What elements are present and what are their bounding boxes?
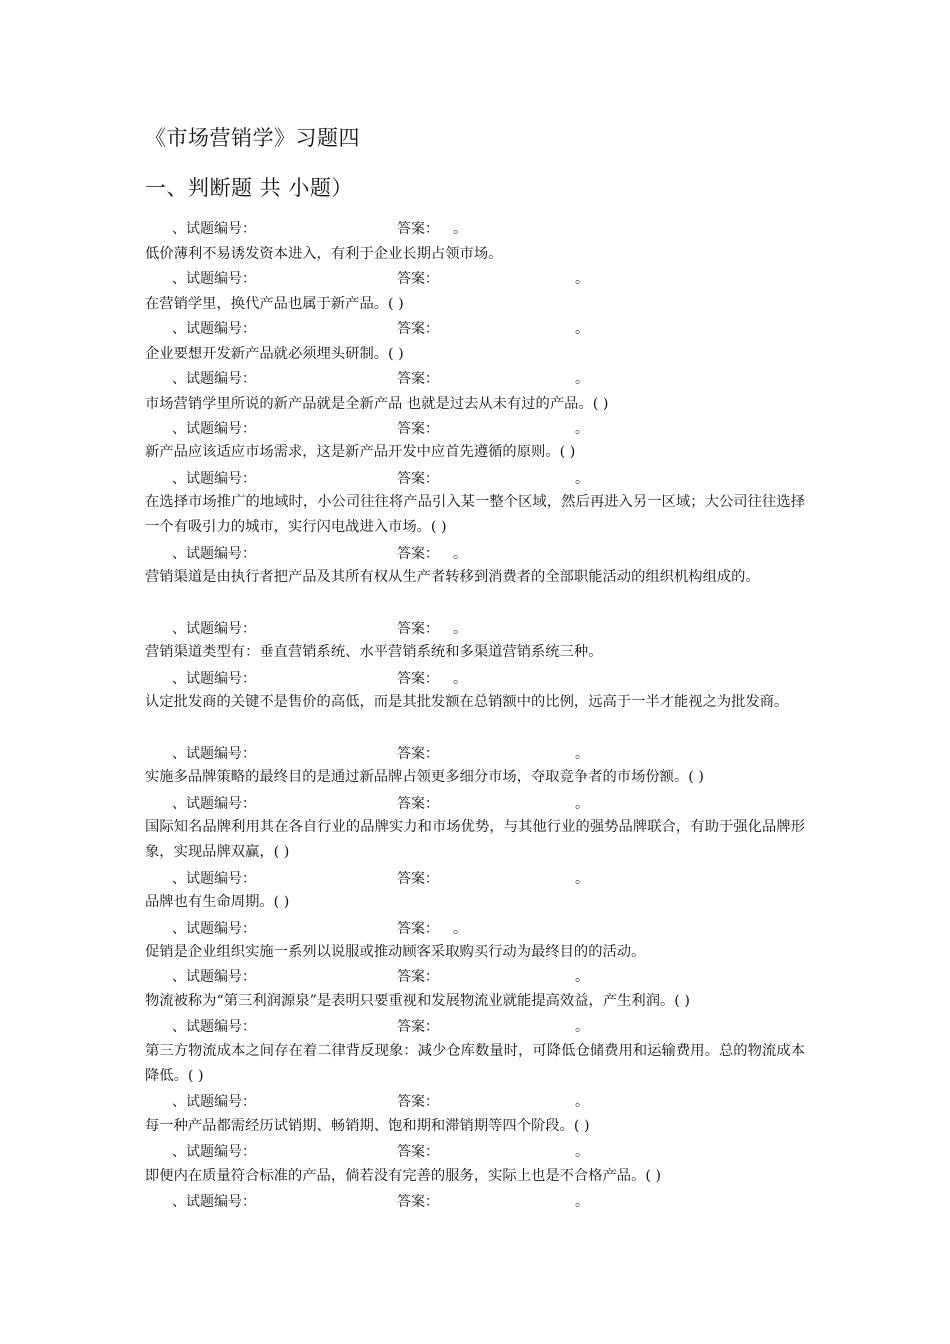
- item-meta-line: [0, 668, 950, 688]
- question-text: 即便内在质量符合标准的产品，倘若没有完善的服务，实际上也是不合格产品。( ): [145, 1168, 662, 1184]
- answer-period: 。: [575, 421, 589, 437]
- answer-label: 答案：: [397, 1094, 439, 1110]
- answer-label: 答案：: [397, 271, 439, 287]
- question-text: 促销是企业组织实施一系列以说服或推动顾客采取购买行动为最终目的的活动。: [145, 944, 646, 960]
- question-text: 认定批发商的关键不是售价的高低，而是其批发额在总销额中的比例，远高于一半才能视之为批发商。: [145, 694, 789, 710]
- answer-label: 答案：: [397, 1194, 439, 1210]
- answer-label: 答案：: [397, 221, 439, 237]
- question-text: 企业要想开发新产品就必须埋头研制。( ): [145, 346, 404, 362]
- answer-label: 答案：: [397, 671, 439, 687]
- answer-period: 。: [453, 621, 467, 637]
- item-meta-line: [0, 618, 950, 638]
- answer-period: 。: [453, 921, 467, 937]
- item-meta-line: [0, 743, 950, 763]
- item-number-label: 、试题编号：: [172, 221, 256, 237]
- answer-label: 答案：: [397, 746, 439, 762]
- answer-period: 。: [453, 671, 467, 687]
- item-number-label: 、试题编号：: [172, 921, 256, 937]
- answer-period: 。: [575, 746, 589, 762]
- answer-label: 答案：: [397, 1144, 439, 1160]
- answer-label: 答案：: [397, 969, 439, 985]
- item-meta-line: [0, 1191, 950, 1211]
- item-meta-line: [0, 468, 950, 488]
- answer-label: 答案：: [397, 796, 439, 812]
- answer-period: 。: [575, 796, 589, 812]
- answer-label: 答案：: [397, 546, 439, 562]
- answer-label: 答案：: [397, 871, 439, 887]
- question-text: 实施多品牌策略的最终目的是通过新品牌占领更多细分市场，夺取竞争者的市场份额。( ): [145, 769, 704, 785]
- document-title: 《市场营销学》习题四: [145, 126, 360, 150]
- item-meta-line: [0, 1016, 950, 1036]
- item-number-label: 、试题编号：: [172, 1094, 256, 1110]
- question-text: 在营销学里，换代产品也属于新产品。( ): [145, 296, 404, 312]
- question-text: 低价薄利不易诱发资本进入，有利于企业长期占领市场。: [145, 246, 503, 262]
- answer-period: 。: [575, 321, 589, 337]
- question-text: 营销渠道是由执行者把产品及其所有权从生产者转移到消费者的全部职能活动的组织机构组成的。: [145, 569, 760, 585]
- item-number-label: 、试题编号：: [172, 1144, 256, 1160]
- answer-period: 。: [575, 471, 589, 487]
- item-number-label: 、试题编号：: [172, 371, 256, 387]
- item-number-label: 、试题编号：: [172, 871, 256, 887]
- answer-period: 。: [575, 371, 589, 387]
- answer-period: 。: [453, 221, 467, 237]
- answer-label: 答案：: [397, 621, 439, 637]
- item-meta-line: [0, 918, 950, 938]
- item-meta-line: [0, 543, 950, 563]
- section-title: 一、判断题 共 小题）: [145, 176, 353, 200]
- answer-label: 答案：: [397, 321, 439, 337]
- answer-label: 答案：: [397, 1019, 439, 1035]
- item-number-label: 、试题编号：: [172, 1194, 256, 1210]
- answer-period: 。: [575, 1194, 589, 1210]
- item-meta-line: [0, 218, 950, 238]
- question-text: 第三方物流成本之间存在着二律背反现象：减少仓库数量时，可降低仓储费用和运输费用。总的物流成本降低。( ): [145, 1043, 805, 1084]
- answer-period: 。: [575, 1094, 589, 1110]
- question-text: 市场营销学里所说的新产品就是全新产品 也就是过去从未有过的产品。( ): [145, 396, 609, 412]
- item-meta-line: [0, 268, 950, 288]
- item-number-label: 、试题编号：: [172, 546, 256, 562]
- question-text: 物流被称为“第三利润源泉”是表明只要重视和发展物流业就能提高效益，产生利润。( ): [145, 993, 691, 1009]
- item-number-label: 、试题编号：: [172, 1019, 256, 1035]
- item-number-label: 、试题编号：: [172, 471, 256, 487]
- item-number-label: 、试题编号：: [172, 321, 256, 337]
- item-meta-line: [0, 318, 950, 338]
- item-number-label: 、试题编号：: [172, 421, 256, 437]
- question-text: 在选择市场推广的地域时，小公司往往将产品引入某一整个区域，然后再进入另一区域；大公司往往选择一个有吸引力的城市，实行闪电战进入市场。( ): [145, 494, 805, 535]
- answer-period: 。: [575, 1144, 589, 1160]
- item-meta-line: [0, 1091, 950, 1111]
- question-text: 新产品应该适应市场需求，这是新产品开发中应首先遵循的原则。( ): [145, 444, 576, 460]
- item-meta-line: [0, 868, 950, 888]
- item-number-label: 、试题编号：: [172, 621, 256, 637]
- answer-period: 。: [575, 271, 589, 287]
- answer-period: 。: [453, 546, 467, 562]
- answer-period: 。: [575, 969, 589, 985]
- answer-label: 答案：: [397, 471, 439, 487]
- answer-label: 答案：: [397, 421, 439, 437]
- item-meta-line: [0, 966, 950, 986]
- answer-period: 。: [575, 1019, 589, 1035]
- item-number-label: 、试题编号：: [172, 969, 256, 985]
- item-meta-line: [0, 368, 950, 388]
- question-text: 国际知名品牌利用其在各自行业的品牌实力和市场优势，与其他行业的强势品牌联合，有助于强化品牌形象，实现品牌双赢，( ): [145, 819, 805, 860]
- item-meta-line: [0, 418, 950, 438]
- item-meta-line: [0, 793, 950, 813]
- answer-label: 答案：: [397, 371, 439, 387]
- item-number-label: 、试题编号：: [172, 796, 256, 812]
- item-number-label: 、试题编号：: [172, 271, 256, 287]
- item-number-label: 、试题编号：: [172, 671, 256, 687]
- answer-period: 。: [575, 871, 589, 887]
- question-text: 品牌也有生命周期。( ): [145, 894, 290, 910]
- item-meta-line: [0, 1141, 950, 1161]
- answer-label: 答案：: [397, 921, 439, 937]
- question-text: 营销渠道类型有：垂直营销系统、水平营销系统和多渠道营销系统三种。: [145, 644, 603, 660]
- item-number-label: 、试题编号：: [172, 746, 256, 762]
- question-text: 每一种产品都需经历试销期、畅销期、饱和期和滞销期等四个阶段。( ): [145, 1118, 590, 1134]
